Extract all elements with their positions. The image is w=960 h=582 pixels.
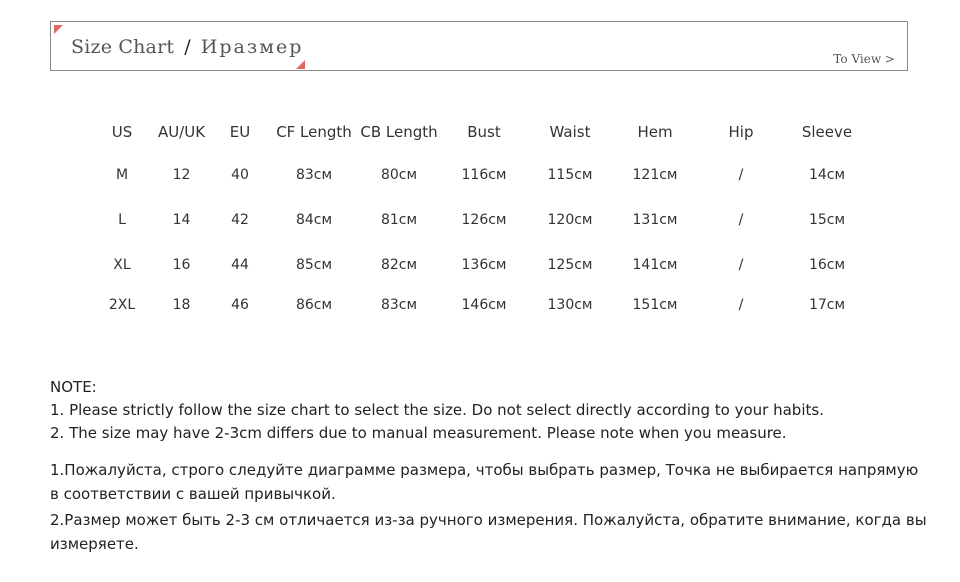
table-cell: 81см — [380, 211, 418, 228]
table-cell: 85см — [295, 256, 333, 273]
table-cell: 131см — [632, 211, 678, 228]
column-header: Bust — [467, 123, 501, 141]
corner-accent-bottom-right — [296, 60, 305, 69]
table-cell: 83см — [380, 297, 418, 313]
table-cell: / — [738, 256, 744, 273]
table-row — [90, 197, 869, 242]
title-english: Size Chart — [71, 36, 175, 58]
column-header: Hem — [637, 123, 673, 141]
table-row — [90, 242, 869, 287]
note-russian-1: 1.Пожалуйста, строго следуйте диаграмме размера, чтобы выбрать размер, Точка не выбирается напрямую в соответствии с вашей привычкой. — [50, 461, 919, 503]
notes-russian — [50, 459, 930, 556]
table-cell: 16см — [808, 256, 846, 273]
table-cell: 115см — [547, 166, 593, 183]
column-header: US — [111, 123, 133, 141]
table-cell: 46 — [231, 297, 249, 313]
table-cell: / — [738, 211, 744, 228]
column-header: CF Length — [276, 123, 352, 141]
table-cell: 42 — [231, 211, 249, 228]
table-cell: 86см — [295, 297, 333, 313]
table-cell: 44 — [231, 256, 249, 273]
table-header-row — [90, 112, 869, 152]
notes-section — [50, 376, 930, 556]
table-cell: / — [738, 297, 744, 313]
table-cell: 18 — [172, 297, 191, 313]
table-cell: 80см — [380, 166, 418, 183]
column-header: EU — [229, 123, 251, 141]
table-cell: 141см — [632, 256, 678, 273]
table-cell: 14см — [808, 166, 846, 183]
table-cell: XL — [113, 256, 131, 273]
table-cell: 84см — [295, 211, 333, 228]
column-header: Waist — [549, 123, 591, 141]
title-separator: / — [184, 36, 191, 58]
table-cell: 125см — [547, 256, 593, 273]
table-cell: 82см — [380, 256, 418, 273]
column-header: CB Length — [360, 123, 438, 141]
table-cell: 146см — [461, 297, 507, 313]
table-cell: 12 — [172, 166, 191, 183]
note-russian-2: 2.Размер может быть 2-3 см отличается из-за ручного измерения. Пожалуйста, обратите внимание, когда вы измеряете. — [50, 511, 927, 553]
table-cell: 2XL — [108, 297, 136, 313]
title-russian: Иразмер — [200, 36, 304, 58]
size-table — [90, 112, 869, 323]
table-cell: 15см — [808, 211, 846, 228]
table-cell: 16 — [172, 256, 191, 273]
table-cell: 83см — [295, 166, 333, 183]
column-header: AU/UK — [157, 123, 206, 141]
column-header: Sleeve — [801, 123, 853, 141]
table-cell: 121см — [632, 166, 678, 183]
page-title — [71, 36, 303, 58]
table-cell: M — [115, 166, 129, 183]
table-cell: 130см — [547, 297, 593, 313]
note-english-2: 2. The size may have 2-3cm differs due to manual measurement. Please note when you measure. — [50, 424, 787, 442]
table-cell: 116см — [461, 166, 507, 183]
corner-accent-top-left — [54, 25, 63, 34]
table-cell: 17см — [808, 297, 846, 313]
table-row — [90, 152, 869, 197]
table-cell: 126см — [461, 211, 507, 228]
table-cell: / — [738, 166, 744, 183]
column-header: Hip — [728, 123, 754, 141]
table-cell: L — [118, 211, 126, 228]
table-cell: 40 — [231, 166, 249, 183]
to-view-link[interactable]: To View > — [833, 52, 895, 66]
size-chart-header — [50, 21, 908, 71]
table-cell: 120см — [547, 211, 593, 228]
note-english-1: 1. Please strictly follow the size chart to select the size. Do not select directly according to your habits. — [50, 401, 824, 419]
table-cell: 151см — [632, 297, 678, 313]
notes-heading: NOTE: — [50, 378, 97, 396]
table-cell: 14 — [172, 211, 191, 228]
table-row — [90, 287, 869, 323]
table-cell: 136см — [461, 256, 507, 273]
